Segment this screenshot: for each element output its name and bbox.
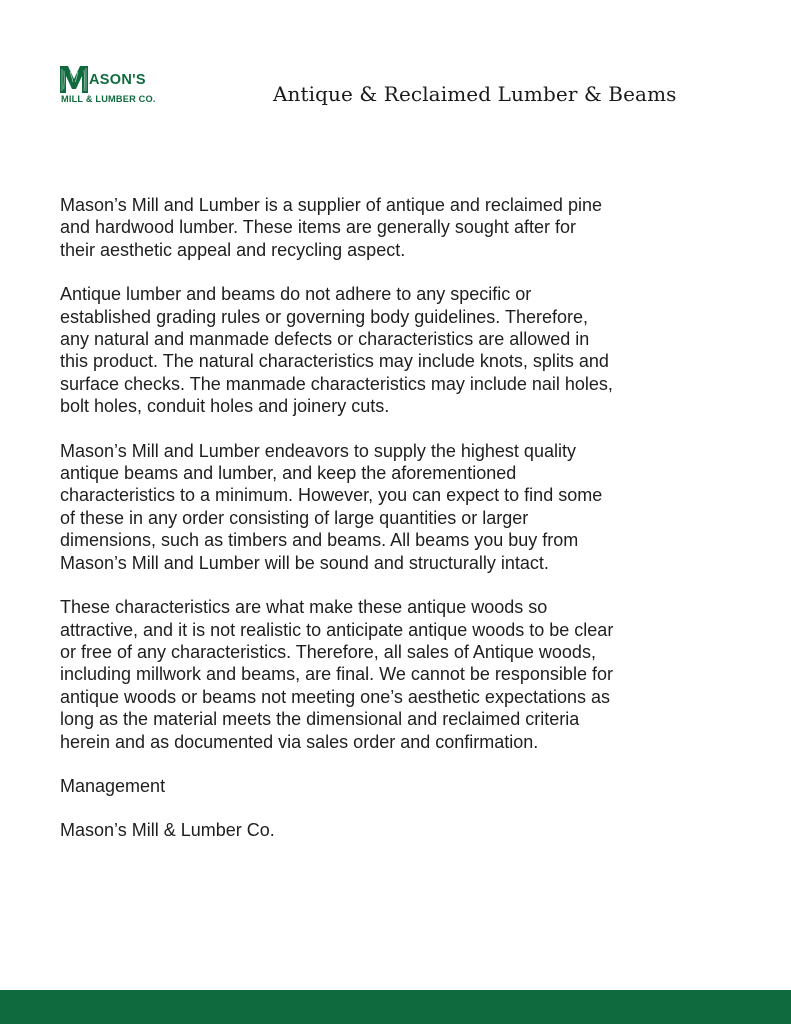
paragraph-grading: Antique lumber and beams do not adhere to any specific or established grading rules or governing body guidelines. Therefore, any natural and manmade defects or characteristics are allowed in this product. The natural characteristics may include knots, splits and surface checks. The manmade characteristics may include nail holes, bolt holes, conduit holes and joinery cuts.: [60, 284, 613, 417]
logo-brand-line2: MILL & LUMBER CO.: [61, 94, 156, 104]
company-name: Mason’s Mill & Lumber Co.: [60, 820, 275, 841]
paragraph-quality: Mason’s Mill and Lumber endeavors to supply the highest quality antique beams and lumber, and keep the aforementioned characteristics to a minimum. However, you can expect to find some of these in any order consisting of large quantities or larger dimensions, such as timbers and beams. All beams you buy from Mason’s Mill and Lumber will be sound and structurally intact.: [60, 440, 603, 573]
paragraph-sales-policy: These characteristics are what make these antique woods so attractive, and it is not realistic to anticipate antique woods to be clear or free of any characteristics. Therefore, all sales of Antique woods, including millwork and beams, are final. We cannot be responsible for antique woods or beams not meeting one’s aesthetic expectations as long as the material meets the dimensional and reclaimed criteria herein and as documented via sales order and confirmation.: [60, 597, 614, 752]
signoff: Management: [60, 775, 166, 796]
document-body: [60, 194, 730, 864]
paragraph-intro: Mason’s Mill and Lumber is a supplier of antique and reclaimed pine and hardwood lumber. These items are generally sought after for their aesthetic appeal and recycling aspect.: [60, 195, 602, 260]
footer-bar: [0, 990, 791, 1024]
logo-brand-line1: ASON'S: [89, 72, 146, 88]
company-logo: [60, 62, 185, 104]
mason-logo-icon: [60, 62, 185, 104]
page-title: Antique & Reclaimed Lumber & Beams: [273, 82, 677, 106]
